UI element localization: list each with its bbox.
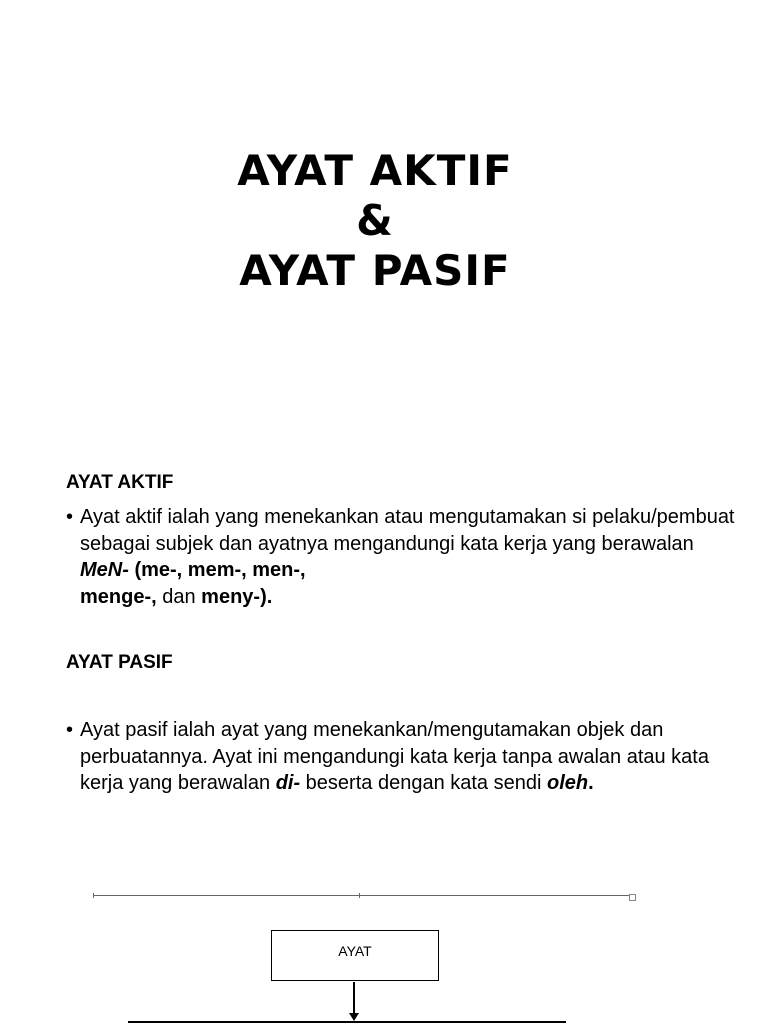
bullet-ayat-aktif: [66, 504, 736, 610]
separator-handle[interactable]: [629, 894, 636, 901]
heading-ayat-aktif: AYAT AKTIF: [66, 472, 174, 493]
aktif-meny: meny-).: [201, 585, 273, 608]
pasif-text: Ayat pasif ialah ayat yang menekankan/mengutamakan objek dan perbuatannya. Ayat ini mengandungi kata kerja tanpa awalan atau kata kerja yang berawalan: [80, 719, 709, 794]
aktif-dan: dan: [156, 585, 202, 608]
aktif-men: MeN-: [80, 559, 129, 581]
pasif-di: di-: [275, 772, 301, 794]
heading-ayat-pasif: AYAT PASIF: [66, 652, 173, 673]
diagram-arrow-head: [349, 1013, 359, 1021]
aktif-list: (me-, mem-, men-,: [128, 559, 306, 581]
bullet-ayat-pasif: [66, 717, 736, 797]
bullet-dot: •: [66, 719, 74, 741]
diagram-box-ayat: AYAT: [271, 930, 439, 981]
separator-tick-left: [93, 893, 94, 898]
pasif-oleh: oleh: [546, 772, 589, 794]
separator-line: [94, 895, 636, 896]
title-line-2: &: [356, 196, 394, 245]
document-title: [0, 146, 750, 296]
bullet-dot: •: [66, 506, 74, 528]
title-line-3: AYAT PASIF: [239, 246, 511, 295]
aktif-text: Ayat aktif ialah yang menekankan atau mengutamakan si pelaku/pembuat sebagai subjek dan ayatnya mengandungi kata kerja yang berawalan: [80, 506, 735, 555]
pasif-period: .: [588, 772, 594, 794]
aktif-menge: menge-,: [80, 585, 157, 608]
pasif-text-2: beserta dengan kata sendi: [300, 772, 547, 794]
diagram-branch-line: [128, 1021, 566, 1023]
title-line-1: AYAT AKTIF: [237, 146, 513, 195]
separator-tick-middle: [359, 893, 360, 898]
diagram-arrow-line: [353, 982, 355, 1016]
